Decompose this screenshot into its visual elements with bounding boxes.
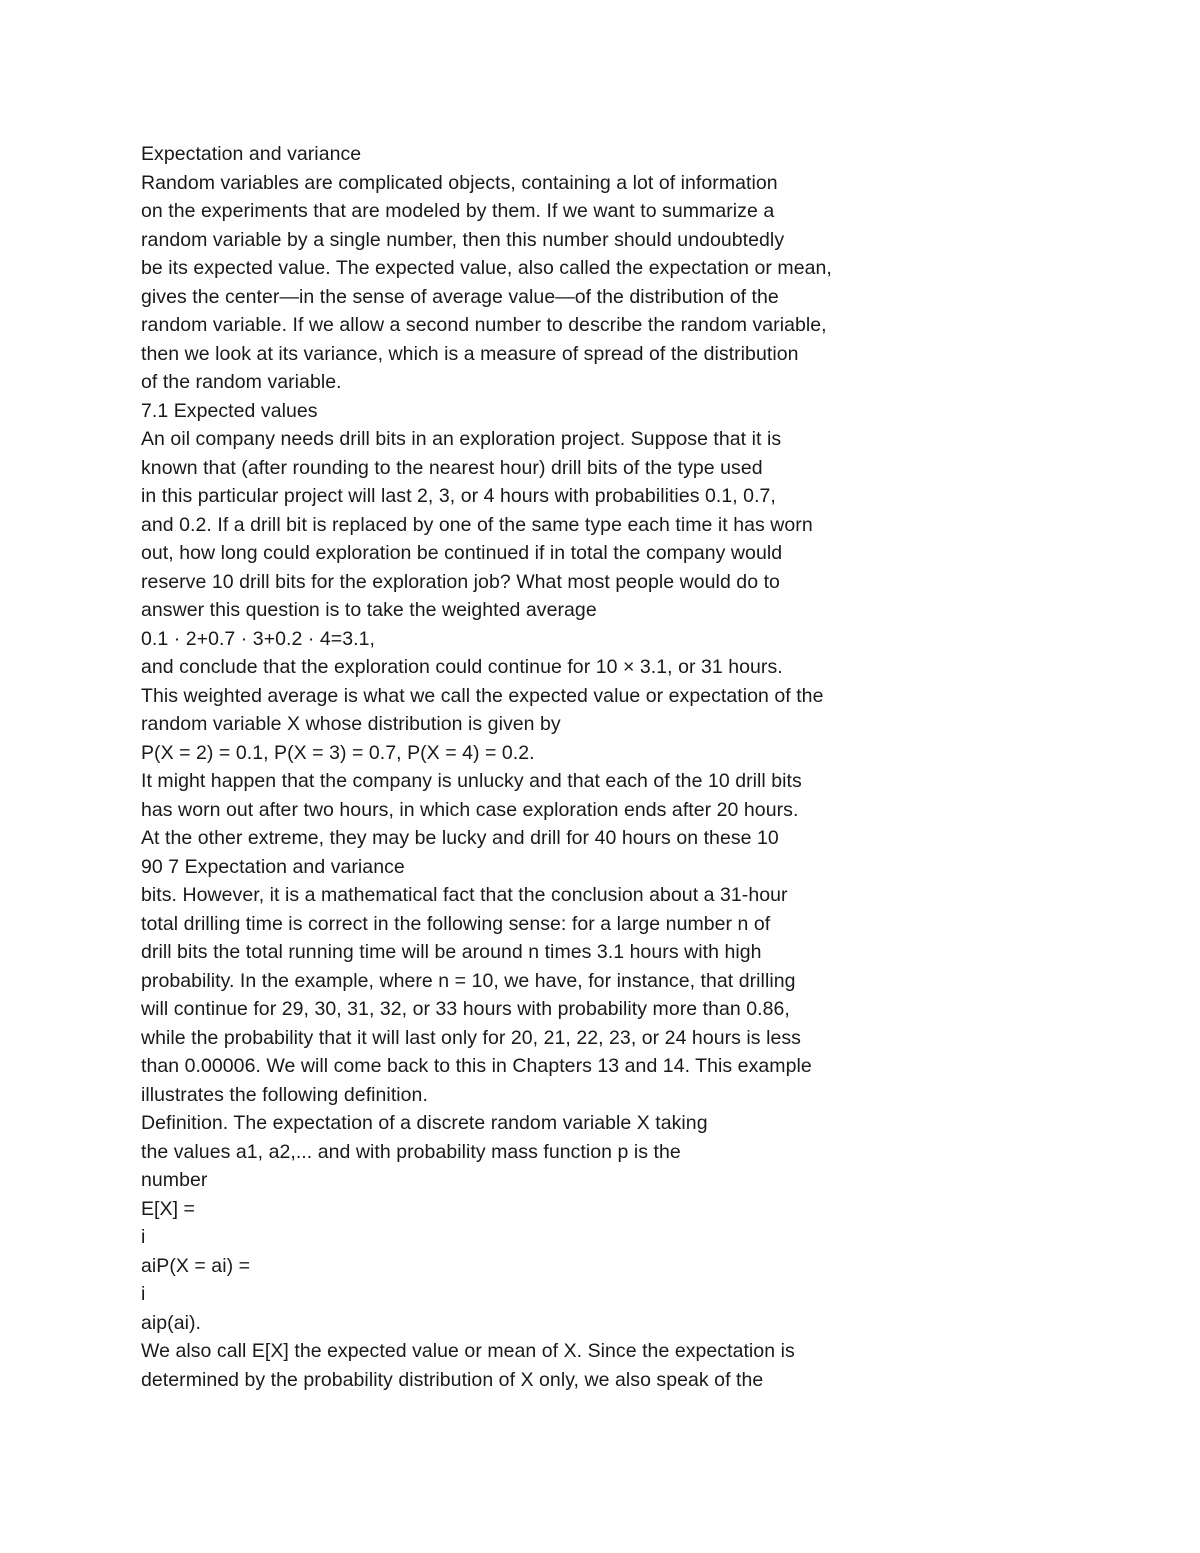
definition-line: Definition. The expectation of a discrete random variable X taking xyxy=(141,1112,708,1134)
formula-line: E[X] = xyxy=(141,1197,195,1220)
formula-line: i xyxy=(141,1283,146,1305)
text-line: It might happen that the company is unlucky and that each of the 10 drill bits xyxy=(141,770,802,792)
definition-line: the values a1, a2,... and with probability mass function p is the xyxy=(141,1140,681,1163)
text-line: will continue for 29, 30, 31, 32, or 33 hours with probability more than 0.86, xyxy=(141,998,790,1020)
text-line: This weighted average is what we call the expected value or expectation of the xyxy=(141,684,824,707)
text-line: gives the center—in the sense of average value—of the distribution of the xyxy=(141,285,779,308)
text-line: known that (after rounding to the nearest hour) drill bits of the type used xyxy=(141,456,763,479)
text-line: random variable X whose distribution is given by xyxy=(141,713,561,735)
text-line: random variable by a single number, then this number should undoubtedly xyxy=(141,228,785,251)
formula-line: aip(ai). xyxy=(141,1311,202,1334)
text-line: At the other extreme, they may be lucky and drill for 40 hours on these 10 xyxy=(141,827,779,849)
text-line: then we look at its variance, which is a measure of spread of the distribution xyxy=(141,342,799,365)
formula-line: i xyxy=(141,1226,146,1248)
text-line: than 0.00006. We will come back to this in Chapters 13 and 14. This example xyxy=(141,1055,812,1077)
formula-line: P(X = 2) = 0.1, P(X = 3) = 0.7, P(X = 4) = 0.2. xyxy=(141,741,535,764)
document-title: Expectation and variance xyxy=(141,143,362,165)
text-line: random variable. If we allow a second number to describe the random variable, xyxy=(141,314,827,336)
text-line: while the probability that it will last only for 20, 21, 22, 23, or 24 hours is less xyxy=(141,1026,801,1049)
text-line: drill bits the total running time will be around n times 3.1 hours with high xyxy=(141,941,762,963)
formula-line: 0.1 · 2+0.7 · 3+0.2 · 4=3.1, xyxy=(141,627,375,650)
text-line: total drilling time is correct in the following sense: for a large number n of xyxy=(141,912,771,935)
text-line: and 0.2. If a drill bit is replaced by one of the same type each time it has worn xyxy=(141,513,813,536)
text-line: illustrates the following definition. xyxy=(141,1083,428,1106)
text-line: on the experiments that are modeled by them. If we want to summarize a xyxy=(141,200,775,222)
text-line: bits. However, it is a mathematical fact that the conclusion about a 31-hour xyxy=(141,884,788,906)
definition-line: number xyxy=(141,1169,208,1191)
text-line: has worn out after two hours, in which case exploration ends after 20 hours. xyxy=(141,798,799,821)
text-line: and conclude that the exploration could continue for 10 × 3.1, or 31 hours. xyxy=(141,656,783,678)
text-line: be its expected value. The expected value, also called the expectation or mean, xyxy=(141,257,832,279)
text-line: probability. In the example, where n = 10, we have, for instance, that drilling xyxy=(141,969,796,992)
formula-line: aiP(X = ai) = xyxy=(141,1254,251,1277)
text-line: An oil company needs drill bits in an exploration project. Suppose that it is xyxy=(141,428,782,450)
running-header: 90 7 Expectation and variance xyxy=(141,855,405,878)
text-line: Random variables are complicated objects, containing a lot of information xyxy=(141,171,778,194)
text-line: reserve 10 drill bits for the exploration job? What most people would do to xyxy=(141,570,780,593)
text-line: determined by the probability distribution of X only, we also speak of the xyxy=(141,1368,764,1391)
section-heading: 7.1 Expected values xyxy=(141,399,318,422)
text-line: in this particular project will last 2, 3, or 4 hours with probabilities 0.1, 0.7, xyxy=(141,485,776,507)
text-line: of the random variable. xyxy=(141,371,342,393)
text-line: We also call E[X] the expected value or mean of X. Since the expectation is xyxy=(141,1340,795,1362)
document-body xyxy=(141,140,1141,1394)
text-line: out, how long could exploration be continued if in total the company would xyxy=(141,542,783,564)
text-line: answer this question is to take the weighted average xyxy=(141,599,597,621)
